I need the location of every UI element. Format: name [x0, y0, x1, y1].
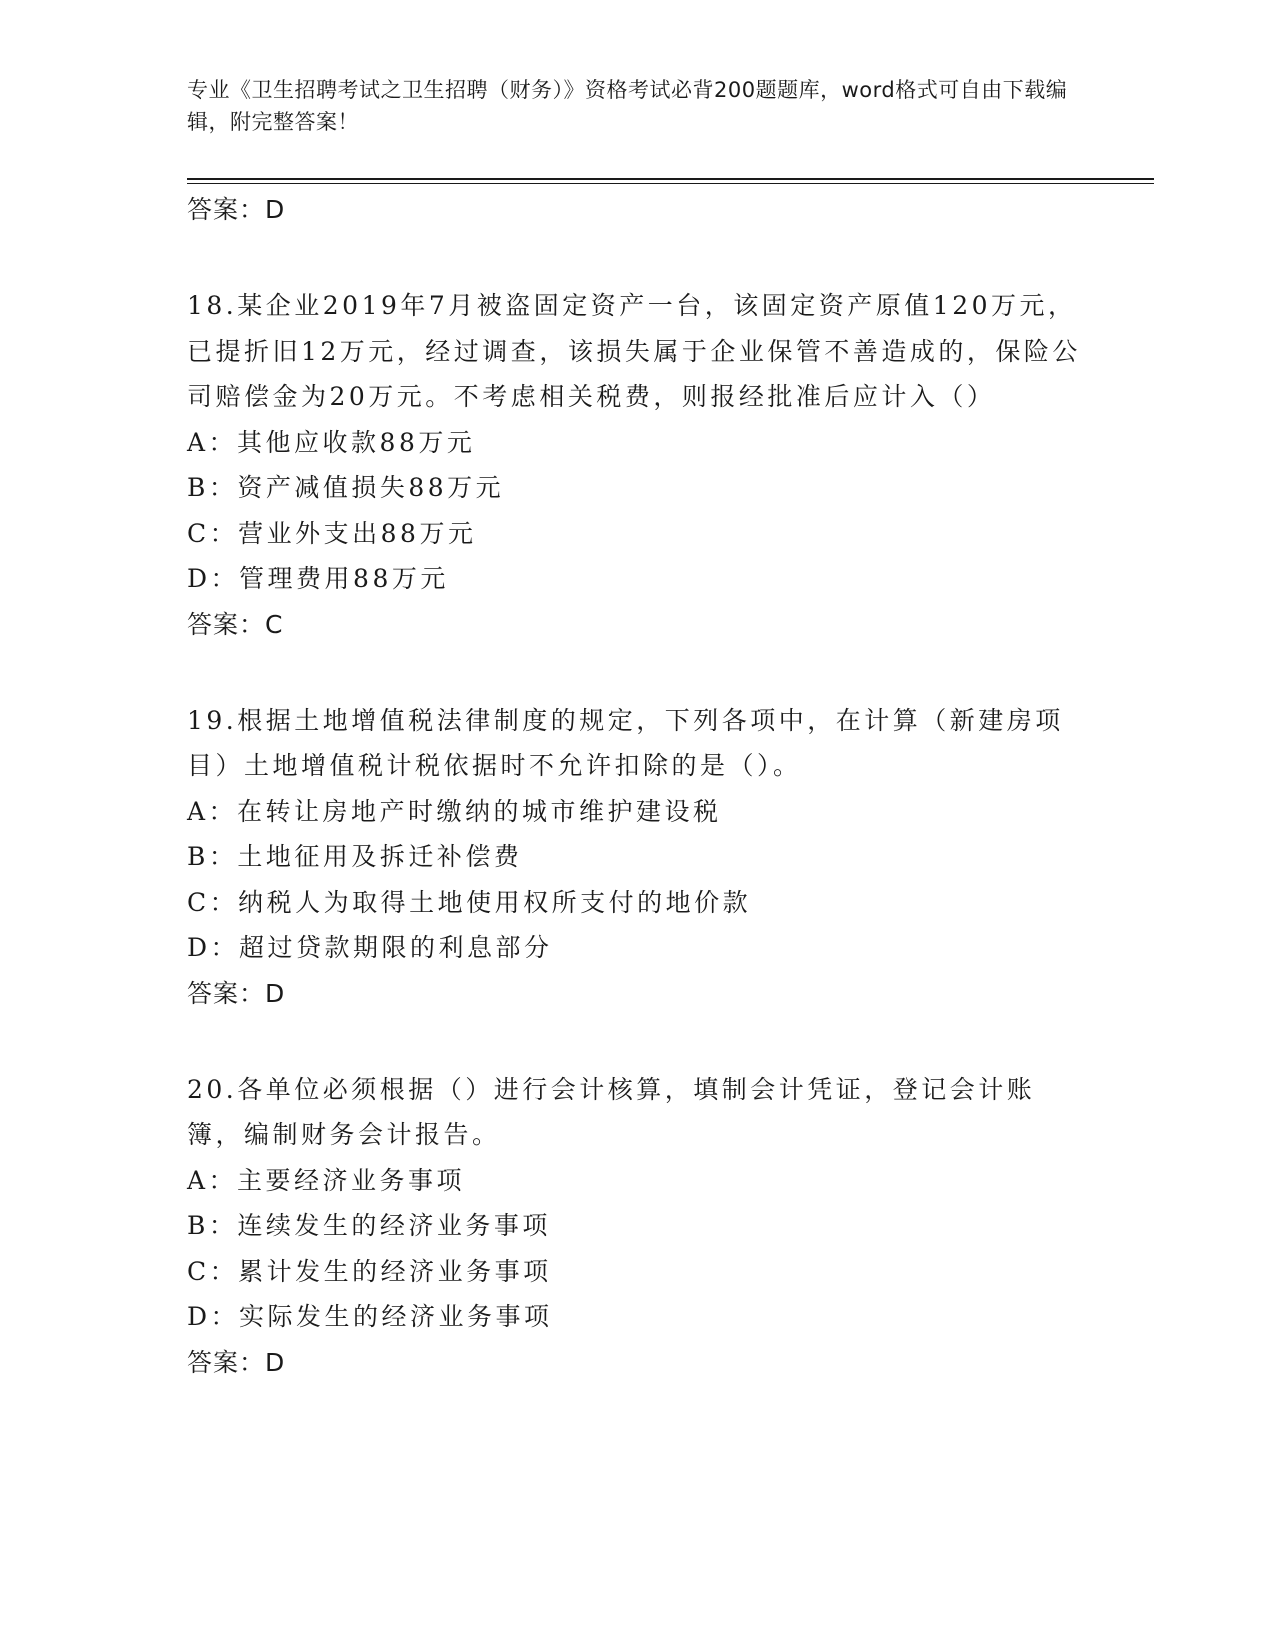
question-block-20: [187, 1067, 1087, 1386]
question-block-18: [187, 283, 1087, 648]
option-c: C：营业外支出88万元: [187, 518, 477, 548]
option-d: D：管理费用88万元: [187, 564, 449, 593]
answer-text: 答案：D: [187, 195, 286, 224]
option-a: A：在转让房地产时缴纳的城市维护建设税: [187, 796, 722, 826]
question-text: 19.根据土地增值税法律制度的规定，下列各项中，在计算（新建房项目）土地增值税计税依据时不允许扣除的是（）。: [187, 705, 1064, 780]
option-a: A：主要经济业务事项: [187, 1165, 466, 1195]
option-d: D：实际发生的经济业务事项: [187, 1302, 553, 1331]
option-b: B：连续发生的经济业务事项: [187, 1211, 551, 1240]
header-rule-thin: [187, 183, 1154, 184]
document-body: [187, 187, 1087, 1386]
option-b: B：土地征用及拆迁补偿费: [187, 842, 523, 871]
option-d: D：超过贷款期限的利息部分: [187, 933, 553, 962]
answer-text: 答案：D: [187, 978, 286, 1008]
option-a: A：其他应收款88万元: [187, 427, 476, 457]
question-text: 18.某企业2019年7月被盗固定资产一台，该固定资产原值120万元，已提折旧12万元，经过调查，该损失属于企业保管不善造成的，保险公司赔偿金为20万元。不考虑相关税费，则报经批准后应计入（）: [187, 291, 1081, 411]
question-block-19: [187, 698, 1087, 1017]
option-b: B：资产减值损失88万元: [187, 473, 505, 502]
option-c: C：累计发生的经济业务事项: [187, 1256, 552, 1286]
question-text: 20.各单位必须根据（）进行会计核算，填制会计凭证，登记会计账簿，编制财务会计报告。: [187, 1074, 1036, 1149]
answer-text: 答案：D: [187, 1347, 286, 1377]
header-rule-thick: [187, 178, 1154, 180]
answer-text: 答案：C: [187, 609, 284, 639]
option-c: C：纳税人为取得土地使用权所支付的地价款: [187, 887, 752, 917]
document-header: 专业《卫生招聘考试之卫生招聘（财务）》资格考试必背200题题库，word格式可自由下载编辑，附完整答案！: [187, 78, 1068, 134]
